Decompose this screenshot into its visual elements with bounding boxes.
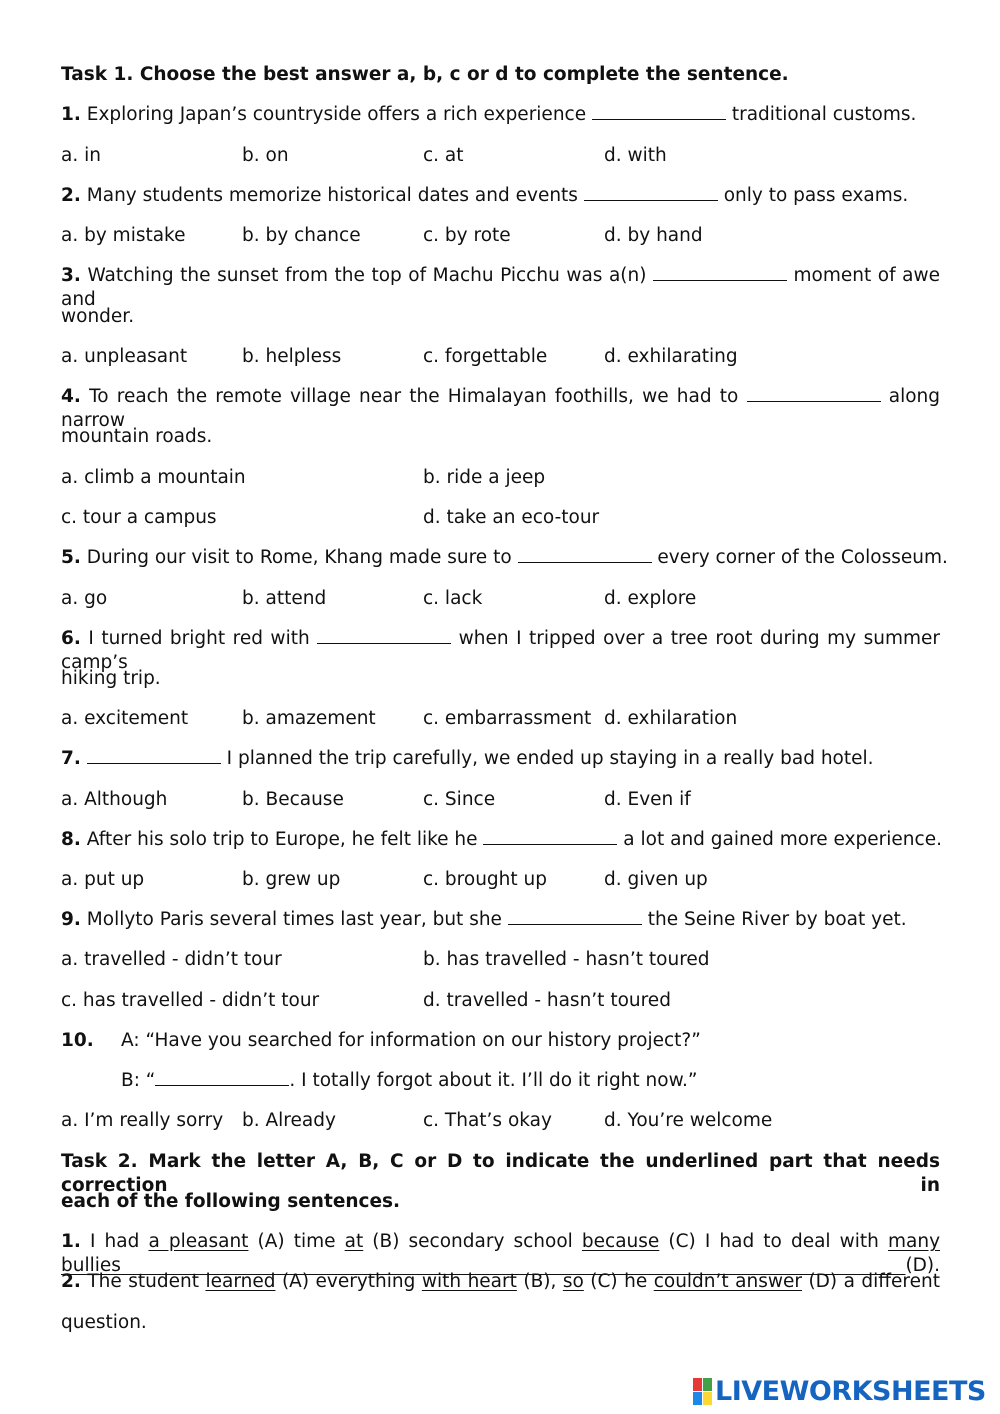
underlined-part-b[interactable]: with heart — [421, 1271, 517, 1292]
task2-heading-continued: each of the following sentences. — [61, 1191, 401, 1212]
option-c[interactable]: c. tour a campus — [61, 507, 217, 528]
question-1: 1. Exploring Japan’s countryside offers a rich experience traditional customs. — [61, 104, 917, 125]
option-a[interactable]: a. in — [61, 145, 101, 166]
answer-blank[interactable] — [592, 103, 726, 120]
task1-heading: Task 1. Choose the best answer a, b, c or d to complete the sentence. — [61, 64, 789, 85]
answer-blank[interactable] — [653, 264, 787, 281]
option-c[interactable]: c. That’s okay — [423, 1110, 552, 1131]
error-sentence-2: 2. The student learned (A) everything with heart (B), so (C) he couldn’t answer (D) a different — [61, 1271, 940, 1292]
error-sentence-1: 1. I had a pleasant (A) time at (B) secondary school because (C) I had to deal with many bullies (D). — [61, 1231, 941, 1276]
answer-blank[interactable] — [317, 627, 451, 644]
question-7-options — [61, 788, 941, 812]
option-b[interactable]: b. grew up — [242, 869, 341, 890]
answer-blank[interactable] — [518, 546, 652, 563]
question-3-continued: wonder. — [61, 306, 135, 327]
option-a[interactable]: a. Although — [61, 789, 168, 810]
option-a[interactable]: a. by mistake — [61, 225, 186, 246]
question-9: 9. Mollyto Paris several times last year, but she the Seine River by boat yet. — [61, 909, 907, 930]
question-2: 2. Many students memorize historical dates and events only to pass exams. — [61, 185, 909, 206]
question-6-continued: hiking trip. — [61, 668, 161, 689]
option-b[interactable]: b. Because — [242, 789, 344, 810]
question-10-line-a: A: “Have you searched for information on our history project?” — [121, 1030, 701, 1051]
question-5-options — [61, 587, 941, 611]
option-c[interactable]: c. has travelled - didn’t tour — [61, 990, 320, 1011]
liveworksheets-logo[interactable] — [693, 1376, 986, 1406]
option-b[interactable]: b. on — [242, 145, 289, 166]
underlined-part-a[interactable]: a pleasant — [148, 1231, 249, 1252]
answer-blank[interactable] — [747, 385, 881, 402]
underlined-part-c[interactable]: so — [562, 1271, 584, 1292]
question-10-number: 10. — [61, 1030, 94, 1051]
option-b[interactable]: b. has travelled - hasn’t toured — [423, 949, 710, 970]
answer-blank[interactable] — [87, 747, 221, 764]
question-9-options-row2 — [61, 989, 941, 1013]
question-9-options-row1 — [61, 948, 941, 972]
answer-blank[interactable] — [584, 184, 718, 201]
option-c[interactable]: c. by rote — [423, 225, 511, 246]
option-a[interactable]: a. go — [61, 588, 108, 609]
question-7: 7. I planned the trip carefully, we ended up staying in a really bad hotel. — [61, 748, 874, 769]
option-b[interactable]: b. by chance — [242, 225, 361, 246]
option-d[interactable]: d. explore — [604, 588, 697, 609]
question-10-options — [61, 1109, 941, 1133]
option-c[interactable]: c. at — [423, 145, 464, 166]
question-10-line-b: B: “ . I totally forgot about it. I’ll do it right now.” — [121, 1070, 698, 1091]
option-b[interactable]: b. Already — [242, 1110, 336, 1131]
question-3-options — [61, 345, 941, 369]
question-3: 3. Watching the sunset from the top of Machu Picchu was a(n) moment of awe and — [61, 265, 941, 310]
option-d[interactable]: d. with — [604, 145, 667, 166]
question-1-options — [61, 144, 941, 168]
option-d[interactable]: d. travelled - hasn’t toured — [423, 990, 671, 1011]
option-d[interactable]: d. given up — [604, 869, 708, 890]
option-c[interactable]: c. lack — [423, 588, 483, 609]
option-d[interactable]: d. Even if — [604, 789, 691, 810]
option-a[interactable]: a. excitement — [61, 708, 189, 729]
option-a[interactable]: a. climb a mountain — [61, 467, 246, 488]
option-d[interactable]: d. exhilaration — [604, 708, 738, 729]
question-8-options — [61, 868, 941, 892]
option-c[interactable]: c. embarrassment — [423, 708, 592, 729]
question-4: 4. To reach the remote village near the Himalayan foothills, we had to along narrow — [61, 386, 940, 431]
underlined-part-c[interactable]: because — [581, 1231, 660, 1252]
task2-heading: Task 2. Mark the letter A, B, C or D to indicate the underlined part that needs correction in — [61, 1151, 940, 1196]
question-4-continued: mountain roads. — [61, 426, 213, 447]
option-a[interactable]: a. I’m really sorry — [61, 1110, 224, 1131]
option-c[interactable]: c. brought up — [423, 869, 547, 890]
underlined-part-a[interactable]: learned — [205, 1271, 276, 1292]
answer-blank[interactable] — [483, 828, 617, 845]
option-d[interactable]: d. exhilarating — [604, 346, 738, 367]
underlined-part-d[interactable]: couldn’t answer — [653, 1271, 802, 1292]
question-5: 5. During our visit to Rome, Khang made sure to every corner of the Colosseum. — [61, 547, 948, 568]
logo-mark-icon — [693, 1378, 711, 1404]
question-4-options-row1 — [61, 466, 941, 490]
question-8: 8. After his solo trip to Europe, he felt like he a lot and gained more experience. — [61, 829, 942, 850]
logo-text: LIVEWORKSHEETS — [715, 1375, 986, 1407]
question-6-options — [61, 707, 941, 731]
answer-blank[interactable] — [508, 908, 642, 925]
option-a[interactable]: a. unpleasant — [61, 346, 188, 367]
option-b[interactable]: b. attend — [242, 588, 327, 609]
question-2-options — [61, 224, 941, 248]
option-d[interactable]: d. by hand — [604, 225, 703, 246]
underlined-part-d[interactable]: many bullies — [61, 1231, 941, 1276]
option-a[interactable]: a. travelled - didn’t tour — [61, 949, 282, 970]
option-d[interactable]: d. take an eco-tour — [423, 507, 600, 528]
answer-blank[interactable] — [155, 1069, 289, 1086]
option-b[interactable]: b. ride a jeep — [423, 467, 546, 488]
option-a[interactable]: a. put up — [61, 869, 145, 890]
underlined-part-b[interactable]: at — [344, 1231, 364, 1252]
option-b[interactable]: b. helpless — [242, 346, 342, 367]
option-b[interactable]: b. amazement — [242, 708, 376, 729]
option-d[interactable]: d. You’re welcome — [604, 1110, 773, 1131]
question-6: 6. I turned bright red with when I tripped over a tree root during my summer camp’s — [61, 628, 940, 673]
option-c[interactable]: c. forgettable — [423, 346, 548, 367]
error-sentence-2-continued: question. — [61, 1312, 147, 1333]
option-c[interactable]: c. Since — [423, 789, 496, 810]
question-4-options-row2 — [61, 506, 941, 530]
